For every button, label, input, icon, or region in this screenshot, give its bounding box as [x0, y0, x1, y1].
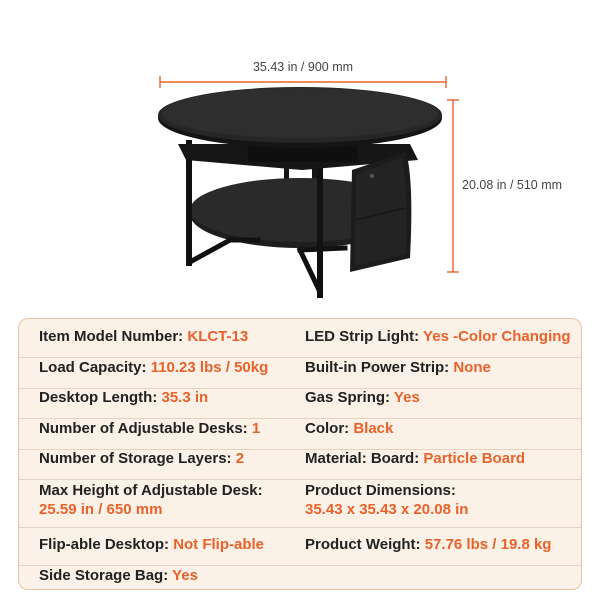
specifications-panel — [18, 318, 582, 590]
spec-label: Color: — [305, 419, 354, 437]
spec-label: Product Weight: — [305, 536, 425, 553]
spec-label: Item Model Number: — [39, 328, 188, 345]
spec-gas-spring — [305, 388, 420, 407]
spec-row-5 — [19, 449, 581, 480]
spec-label: Side Storage Bag: — [39, 566, 173, 584]
spec-product-weight — [305, 535, 551, 554]
spec-label: Material: Board: — [305, 450, 424, 467]
spec-label: Number of Storage Layers: — [39, 450, 236, 467]
spec-value: Black — [353, 419, 394, 437]
spec-row-7 — [19, 535, 581, 566]
spec-material — [305, 449, 525, 468]
spec-power-strip — [305, 358, 491, 377]
spec-value: None — [453, 358, 491, 376]
coffee-table — [158, 87, 442, 298]
spec-label: Built-in Power Strip: — [305, 358, 454, 376]
spec-row-2 — [19, 358, 581, 389]
spec-storage-layers — [39, 449, 244, 468]
spec-value: 2 — [235, 450, 245, 467]
spec-label: Number of Adjustable Desks: — [39, 419, 252, 437]
spec-label: Load Capacity: — [39, 358, 151, 376]
spec-value: 35.43 x 35.43 x 20.08 in — [305, 501, 469, 518]
spec-desktop-length — [39, 388, 208, 407]
spec-color — [305, 419, 393, 438]
spec-value: 57.76 lbs / 19.8 kg — [424, 536, 552, 553]
spec-row-6 — [19, 481, 581, 528]
width-dimension-label: 35.43 in / 900 mm — [252, 60, 354, 74]
spec-row-4 — [19, 419, 581, 450]
spec-load-capacity — [39, 358, 268, 377]
spec-row-8 — [19, 566, 581, 596]
spec-label: Product Dimensions: — [305, 482, 456, 499]
spec-label: Flip-able Desktop: — [39, 536, 174, 553]
spec-value: Yes — [172, 566, 198, 584]
spec-value: 35.3 in — [161, 389, 209, 406]
spec-adjustable-desks — [39, 419, 260, 438]
spec-flipable-desktop — [39, 535, 264, 554]
spec-value: 1 — [251, 419, 261, 437]
spec-row-1 — [19, 327, 581, 358]
spec-row-3 — [19, 388, 581, 419]
spec-label: Max Height of Adjustable Desk: — [39, 482, 263, 499]
spec-max-height — [39, 481, 263, 519]
spec-label: Desktop Length: — [39, 389, 162, 406]
spec-label: Gas Spring: — [305, 389, 394, 406]
spec-label: LED Strip Light: — [305, 328, 424, 345]
spec-value: Yes — [393, 389, 420, 406]
spec-value: KLCT-13 — [187, 328, 249, 345]
spec-value: 25.59 in / 650 mm — [39, 501, 163, 518]
spec-led-strip-light — [305, 327, 571, 346]
spec-value: Not Flip-able — [173, 536, 265, 553]
spec-value: Yes -Color Changing — [423, 328, 571, 345]
height-dimension-line — [447, 100, 459, 272]
height-dimension-label: 20.08 in / 510 mm — [462, 178, 563, 192]
spec-side-storage-bag — [39, 566, 198, 585]
spec-product-dimensions — [305, 481, 468, 519]
width-dimension-line — [160, 76, 446, 88]
side-storage-bag — [350, 152, 411, 272]
spec-item-model-number — [39, 327, 248, 346]
spec-value: Particle Board — [423, 450, 526, 467]
spec-value: 110.23 lbs / 50kg — [150, 358, 269, 376]
